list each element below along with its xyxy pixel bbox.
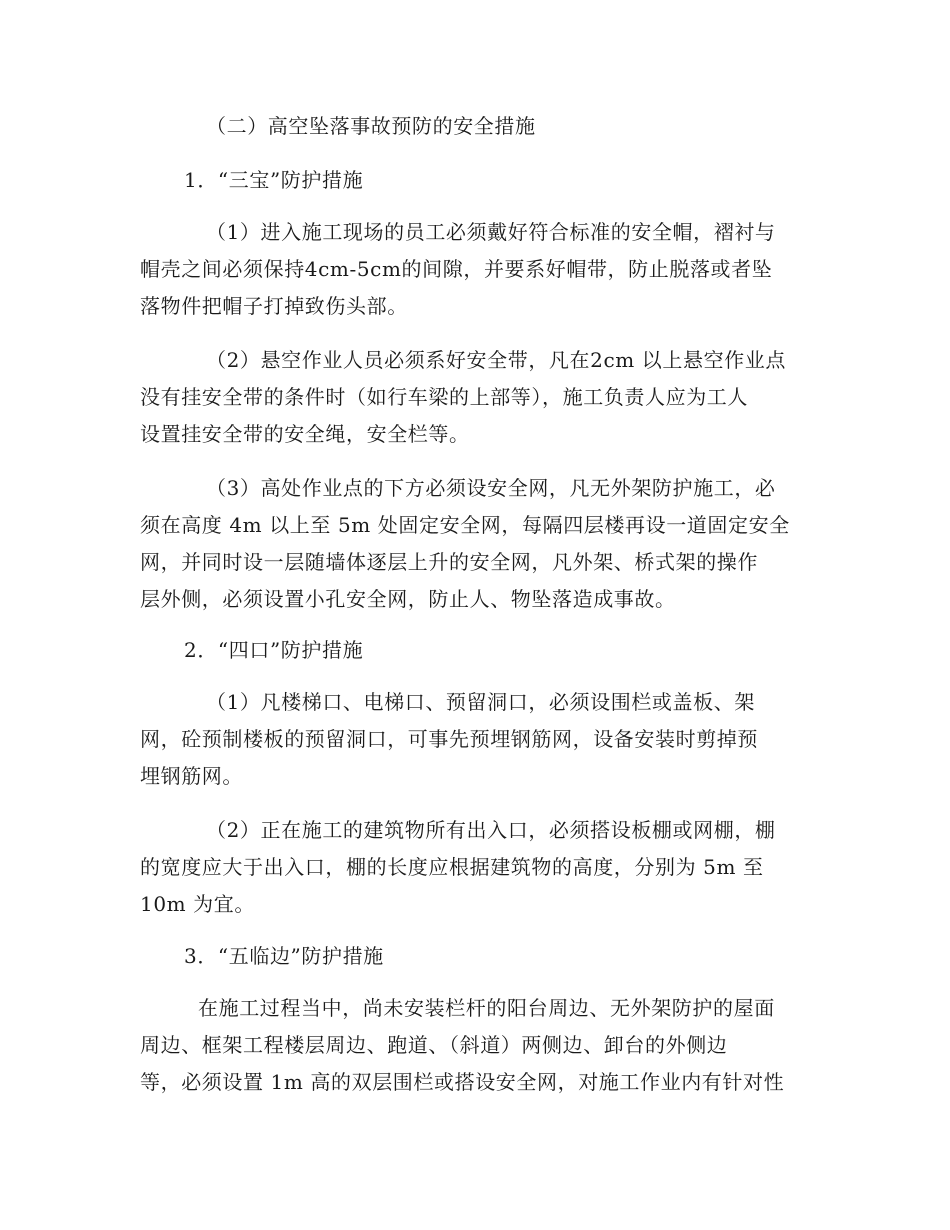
subsection-1-title: 1．“三宝”防护措施 <box>184 168 364 192</box>
paragraph-2-line-1: （2）悬空作业人员必须系好安全带，凡在2cm 以上悬空作业点 <box>206 348 786 372</box>
paragraph-5-line-3: 10m 为宜。 <box>140 892 255 916</box>
paragraph-6-line-2: 周边、框架工程楼层周边、跑道、（斜道）两侧边、卸台的外侧边 <box>140 1033 728 1057</box>
paragraph-4-line-3: 埋钢筋网。 <box>140 764 243 788</box>
paragraph-2-line-2: 没有挂安全带的条件时（如行车梁的上部等），施工负责人应为工人 <box>140 385 748 409</box>
paragraph-3-line-3: 网，并同时设一层随墙体逐层上升的安全网，凡外架、桥式架的操作 <box>140 550 758 574</box>
paragraph-5-line-1: （2）正在施工的建筑物所有出入口，必须搭设板棚或网棚，棚 <box>206 818 776 842</box>
paragraph-6-line-1: 在施工过程当中，尚未安装栏杆的阳台周边、无外架防护的屋面 <box>198 996 775 1020</box>
paragraph-1-line-2: 帽壳之间必须保持4cm-5cm的间隙，并要系好帽带，防止脱落或者坠 <box>140 257 773 281</box>
paragraph-5-line-2: 的宽度应大于出入口，棚的长度应根据建筑物的高度，分别为 5m 至 <box>140 855 764 879</box>
paragraph-3-line-2: 须在高度 4m 以上至 5m 处固定安全网，每隔四层楼再设一道固定安全 <box>140 513 790 537</box>
subsection-2-title: 2．“四口”防护措施 <box>184 638 364 662</box>
subsection-3-title: 3．“五临边”防护措施 <box>184 944 384 968</box>
section-heading: （二）高空坠落事故预防的安全措施 <box>206 114 536 138</box>
paragraph-3-line-4: 层外侧，必须设置小孔安全网，防止人、物坠落造成事故。 <box>140 587 676 611</box>
paragraph-4-line-2: 网，砼预制楼板的预留洞口，可事先预埋钢筋网，设备安装时剪掉预 <box>140 727 758 751</box>
paragraph-4-line-1: （1）凡楼梯口、电梯口、预留洞口，必须设围栏或盖板、架 <box>206 690 755 714</box>
paragraph-2-line-3: 设置挂安全带的安全绳，安全栏等。 <box>140 422 470 446</box>
paragraph-3-line-1: （3）高处作业点的下方必须设安全网，凡无外架防护施工，必 <box>206 476 776 500</box>
paragraph-1-line-3: 落物件把帽子打掉致伤头部。 <box>140 294 408 318</box>
paragraph-6-line-3: 等，必须设置 1m 高的双层围栏或搭设安全网，对施工作业内有针对性 <box>140 1070 785 1094</box>
paragraph-1-line-1: （1）进入施工现场的员工必须戴好符合标准的安全帽，褶衬与 <box>206 220 776 244</box>
